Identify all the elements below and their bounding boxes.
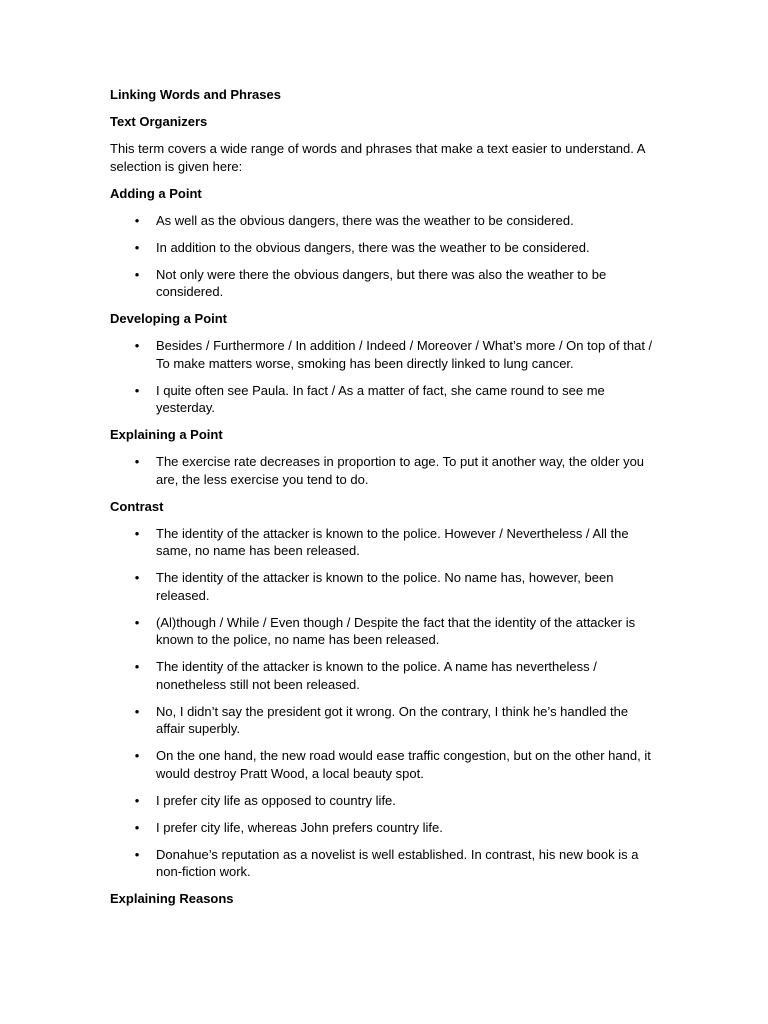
list-item-text: On the one hand, the new road would ease traffic congestion, but on the other hand, it would destroy Pratt Wood, a local beauty spot. bbox=[156, 748, 651, 781]
list-item bbox=[110, 846, 660, 881]
list-item-text: No, I didn’t say the president got it wrong. On the contrary, I think he’s handled the affair superbly. bbox=[156, 703, 629, 736]
bullet-icon: • bbox=[134, 525, 140, 541]
list-item-text: Not only were there the obvious dangers, but there was also the weather to be considered. bbox=[156, 266, 607, 299]
bullet-icon: • bbox=[134, 792, 140, 808]
bullet-list-explaining-a-point bbox=[110, 453, 660, 488]
document-body bbox=[110, 86, 660, 917]
bullet-icon: • bbox=[134, 212, 140, 228]
bullet-list-adding-a-point bbox=[110, 212, 660, 301]
list-item bbox=[110, 792, 660, 810]
list-item-text: The exercise rate decreases in proportion to age. To put it another way, the older you are, the less exercise you tend to do. bbox=[156, 454, 645, 487]
list-item bbox=[110, 212, 660, 230]
intro-paragraph: This term covers a wide range of words and phrases that make a text easier to understand. A selection is given here: bbox=[110, 141, 645, 174]
list-item bbox=[110, 337, 660, 372]
bullet-icon: • bbox=[134, 338, 140, 353]
section-heading-explaining-a-point: Explaining a Point bbox=[110, 427, 223, 442]
list-item bbox=[110, 382, 660, 417]
list-item-text: I prefer city life as opposed to country life. bbox=[156, 792, 396, 808]
list-item bbox=[110, 569, 660, 604]
section-heading-explaining-reasons: Explaining Reasons bbox=[110, 891, 234, 906]
section-heading-adding-a-point: Adding a Point bbox=[110, 185, 202, 201]
bullet-list-developing-a-point bbox=[110, 337, 660, 417]
bullet-icon: • bbox=[134, 454, 140, 469]
bullet-icon: • bbox=[134, 266, 140, 282]
bullet-icon: • bbox=[134, 703, 140, 719]
section-heading-contrast: Contrast bbox=[110, 498, 164, 514]
list-item bbox=[110, 614, 660, 649]
bullet-icon: • bbox=[134, 382, 140, 398]
list-item-text: I prefer city life, whereas John prefers country life. bbox=[156, 819, 443, 835]
section-heading-developing-a-point: Developing a Point bbox=[110, 311, 228, 326]
bullet-icon: • bbox=[134, 819, 140, 835]
list-item-text: The identity of the attacker is known to the police. However / Nevertheless / All the same, no name has been released. bbox=[156, 525, 629, 558]
list-item-text: The identity of the attacker is known to the police. No name has, however, been released. bbox=[156, 570, 614, 603]
bullet-list-contrast bbox=[110, 525, 660, 881]
list-item bbox=[110, 453, 660, 488]
bullet-icon: • bbox=[134, 614, 140, 630]
list-item-text: The identity of the attacker is known to the police. A name has nevertheless / nonetheless still not been released. bbox=[156, 659, 597, 692]
list-item bbox=[110, 819, 660, 837]
list-item bbox=[110, 658, 660, 693]
document-subtitle: Text Organizers bbox=[110, 114, 208, 129]
list-item bbox=[110, 266, 660, 301]
list-item bbox=[110, 747, 660, 782]
list-item-text: (Al)though / While / Even though / Despite the fact that the identity of the attacker is known to the police, no name has been released. bbox=[156, 614, 636, 647]
list-item bbox=[110, 239, 660, 257]
list-item-text: I quite often see Paula. In fact / As a matter of fact, she came round to see me yesterday. bbox=[156, 382, 605, 415]
bullet-icon: • bbox=[134, 846, 140, 862]
document-title: Linking Words and Phrases bbox=[110, 87, 281, 102]
bullet-icon: • bbox=[134, 570, 140, 585]
bullet-icon: • bbox=[134, 659, 140, 674]
list-item bbox=[110, 703, 660, 738]
list-item-text: Donahue’s reputation as a novelist is well established. In contrast, his new book is a non-fiction work. bbox=[156, 846, 639, 879]
bullet-icon: • bbox=[134, 239, 140, 255]
list-item-text: In addition to the obvious dangers, there was the weather to be considered. bbox=[156, 239, 590, 255]
bullet-icon: • bbox=[134, 748, 140, 763]
list-item-text: Besides / Furthermore / In addition / Indeed / Moreover / What’s more / On top of that / To make matters worse, smoking has been directly linked to lung cancer. bbox=[156, 338, 653, 371]
list-item-text: As well as the obvious dangers, there was the weather to be considered. bbox=[156, 212, 574, 228]
list-item bbox=[110, 525, 660, 560]
